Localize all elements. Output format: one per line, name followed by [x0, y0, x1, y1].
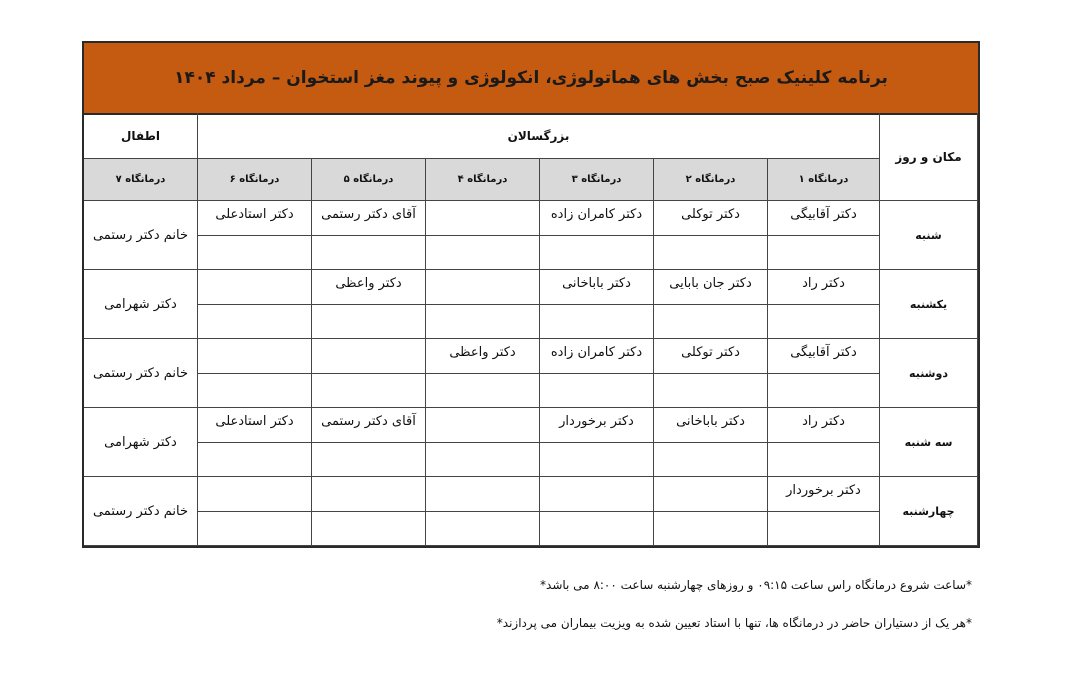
empty-cell — [198, 374, 312, 409]
empty-cell — [426, 443, 540, 478]
doctor-cell: دکتر کامران زاده — [540, 201, 654, 236]
clinic-header: درمانگاه ۳ — [540, 159, 654, 201]
doctor-cell — [198, 339, 312, 374]
doctor-cell — [198, 477, 312, 512]
empty-cell — [426, 236, 540, 271]
empty-cell — [768, 374, 880, 409]
doctor-cell: دکتر باباخانی — [540, 270, 654, 305]
header-children: اطفال — [84, 113, 198, 159]
doctor-cell: دکتر برخوردار — [540, 408, 654, 443]
children-doctor-cell: دکتر شهرامی — [84, 408, 198, 477]
clinic-header: درمانگاه ۷ — [84, 159, 198, 201]
doctor-cell: دکتر واعظی — [426, 339, 540, 374]
doctor-cell — [426, 477, 540, 512]
doctor-cell: دکتر استادعلی — [198, 201, 312, 236]
doctor-cell: دکتر توکلی — [654, 339, 768, 374]
empty-cell — [654, 512, 768, 547]
empty-cell — [654, 236, 768, 271]
clinic-header: درمانگاه ۴ — [426, 159, 540, 201]
doctor-cell: دکتر استادعلی — [198, 408, 312, 443]
doctor-cell — [426, 270, 540, 305]
empty-cell — [312, 374, 426, 409]
empty-cell — [768, 305, 880, 340]
doctor-cell — [540, 477, 654, 512]
children-doctor-cell: خانم دکتر رستمی — [84, 201, 198, 270]
empty-cell — [198, 443, 312, 478]
children-doctor-cell: دکتر شهرامی — [84, 270, 198, 339]
empty-cell — [312, 236, 426, 271]
empty-cell — [312, 443, 426, 478]
empty-cell — [312, 512, 426, 547]
table-title: برنامه کلینیک صبح بخش های هماتولوژی، انکولوژی و پیوند مغز استخوان – مرداد ۱۴۰۴ — [84, 43, 978, 115]
day-cell: سه شنبه — [880, 408, 978, 477]
empty-cell — [540, 374, 654, 409]
empty-cell — [768, 236, 880, 271]
doctor-cell: دکتر باباخانی — [654, 408, 768, 443]
doctor-cell: دکتر واعظی — [312, 270, 426, 305]
clinic-header: درمانگاه ۶ — [198, 159, 312, 201]
children-doctor-cell: خانم دکتر رستمی — [84, 477, 198, 546]
doctor-cell: دکتر توکلی — [654, 201, 768, 236]
empty-cell — [654, 305, 768, 340]
empty-cell — [198, 305, 312, 340]
doctor-cell: آقای دکتر رستمی — [312, 408, 426, 443]
empty-cell — [540, 236, 654, 271]
day-cell: چهارشنبه — [880, 477, 978, 546]
clinic-header: درمانگاه ۵ — [312, 159, 426, 201]
note-residents: *هر یک از دستیاران حاضر در درمانگاه ها، تنها با استاد تعیین شده به ویزیت بیماران می پردازند* — [496, 616, 972, 630]
doctor-cell: دکتر آقابیگی — [768, 201, 880, 236]
doctor-cell — [426, 201, 540, 236]
day-cell: دوشنبه — [880, 339, 978, 408]
doctor-cell — [426, 408, 540, 443]
empty-cell — [768, 512, 880, 547]
header-adults: بزرگسالان — [198, 113, 880, 159]
empty-cell — [540, 512, 654, 547]
doctor-cell: دکتر راد — [768, 408, 880, 443]
empty-cell — [426, 512, 540, 547]
empty-cell — [198, 512, 312, 547]
doctor-cell: آقای دکتر رستمی — [312, 201, 426, 236]
clinic-header: درمانگاه ۲ — [654, 159, 768, 201]
empty-cell — [540, 443, 654, 478]
doctor-cell: دکتر راد — [768, 270, 880, 305]
clinic-header: درمانگاه ۱ — [768, 159, 880, 201]
schedule-table — [82, 41, 980, 548]
doctor-cell — [654, 477, 768, 512]
day-cell: یکشنبه — [880, 270, 978, 339]
empty-cell — [654, 443, 768, 478]
empty-cell — [540, 305, 654, 340]
header-place-day: مکان و روز — [880, 113, 978, 201]
children-doctor-cell: خانم دکتر رستمی — [84, 339, 198, 408]
doctor-cell: دکتر کامران زاده — [540, 339, 654, 374]
doctor-cell: دکتر برخوردار — [768, 477, 880, 512]
doctor-cell: دکتر آقابیگی — [768, 339, 880, 374]
empty-cell — [198, 236, 312, 271]
empty-cell — [654, 374, 768, 409]
note-start-time: *ساعت شروع درمانگاه راس ساعت ۰۹:۱۵ و روزهای چهارشنبه ساعت ۸:۰۰ می باشد* — [540, 578, 972, 592]
empty-cell — [768, 443, 880, 478]
empty-cell — [426, 305, 540, 340]
doctor-cell: دکتر جان بابایی — [654, 270, 768, 305]
doctor-cell — [312, 477, 426, 512]
doctor-cell — [312, 339, 426, 374]
empty-cell — [312, 305, 426, 340]
day-cell: شنبه — [880, 201, 978, 270]
doctor-cell — [198, 270, 312, 305]
empty-cell — [426, 374, 540, 409]
